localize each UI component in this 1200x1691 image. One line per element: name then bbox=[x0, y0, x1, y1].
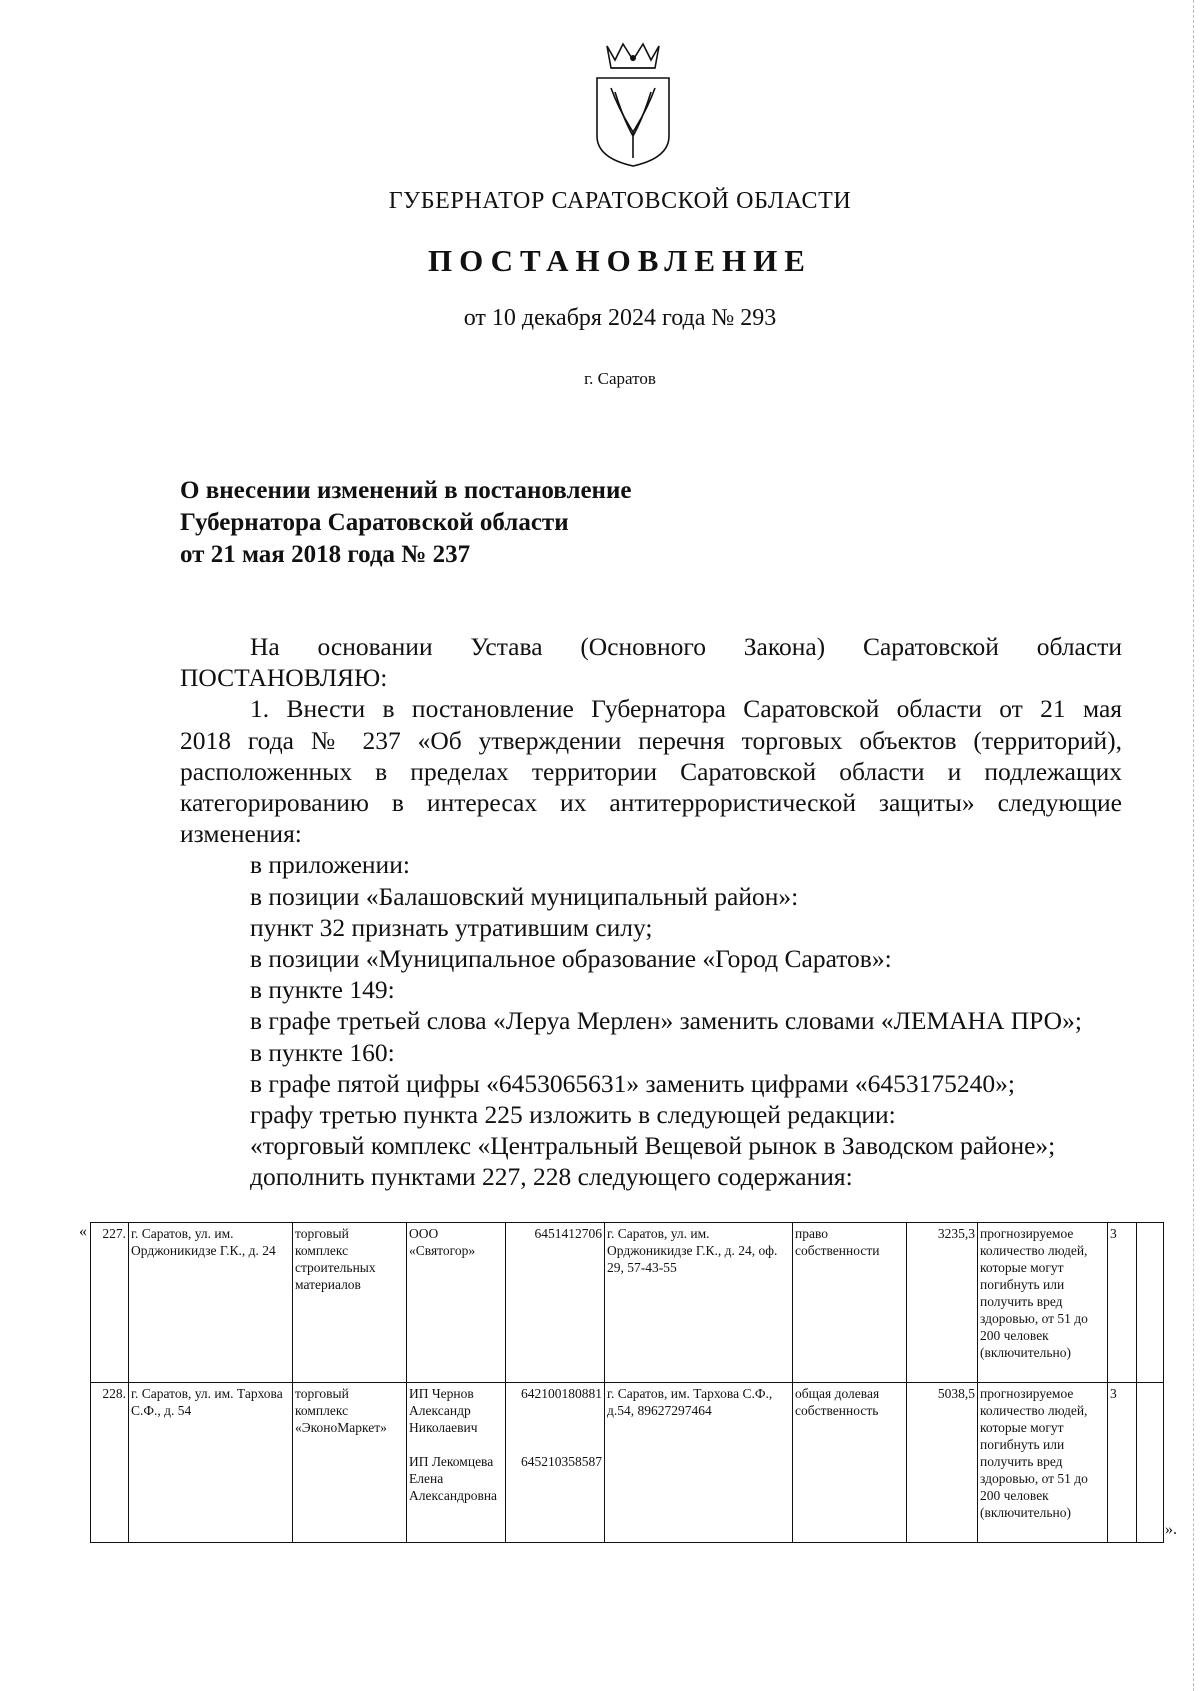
table-row bbox=[91, 1223, 1164, 1383]
change-line: в пункте 160: bbox=[250, 1037, 395, 1067]
cell-area: 3235,3 bbox=[907, 1223, 978, 1383]
subject-line: Губернатора Саратовской области bbox=[180, 509, 569, 536]
cell-owner bbox=[407, 1383, 506, 1543]
cell-inn bbox=[506, 1383, 605, 1543]
cell-category: 3 bbox=[1108, 1223, 1137, 1383]
item-text-line: расположенных в пределах территории Саратовской области и подлежащих bbox=[180, 756, 1122, 786]
cell-legal-address: г. Саратов, им. Тархова С.Ф., д.54, 89627297464 bbox=[605, 1383, 793, 1543]
table-close-quote: ». bbox=[1165, 1521, 1177, 1538]
change-line: дополнить пунктами 227, 228 следующего содержания: bbox=[250, 1162, 853, 1192]
change-line: в позиции «Балашовский муниципальный район»: bbox=[250, 881, 799, 911]
change-line: в пункте 149: bbox=[250, 975, 395, 1005]
cell-owner bbox=[407, 1223, 506, 1383]
coat-of-arms-icon bbox=[593, 40, 673, 168]
preamble-line: На основании Устава (Основного Закона) Саратовской области bbox=[250, 632, 1122, 661]
change-line: в приложении: bbox=[250, 850, 410, 880]
change-line: пункт 32 признать утратившим силу; bbox=[250, 912, 653, 942]
preamble-end: ПОСТАНОВЛЯЮ: bbox=[180, 663, 388, 693]
owner-name: ИП Чернов Александр Николаевич bbox=[409, 1386, 478, 1435]
item-text-line: изменения: bbox=[180, 819, 302, 849]
cell-area: 5038,5 bbox=[907, 1383, 978, 1543]
cell-object: торговый комплекс строительных материалов bbox=[293, 1223, 407, 1383]
owner-inn: 642100180881 bbox=[521, 1386, 602, 1401]
appendix-table bbox=[90, 1222, 1164, 1543]
change-line: в позиции «Муниципальное образование «Город Саратов»: bbox=[250, 944, 892, 974]
cell-right: право собственности bbox=[793, 1223, 907, 1383]
cell-empty bbox=[1137, 1383, 1164, 1543]
cell-right: общая долевая собственность bbox=[793, 1383, 907, 1543]
cell-number: 227. bbox=[91, 1223, 129, 1383]
cell-object: торговый комплекс «ЭконоМаркет» bbox=[293, 1383, 407, 1543]
cell-inn bbox=[506, 1223, 605, 1383]
change-line: в графе третьей слова «Леруа Мерлен» заменить словами «ЛЕМАНА ПРО»; bbox=[250, 1006, 1082, 1036]
cell-address: г. Саратов, ул. им. Орджоникидзе Г.К., д. 24 bbox=[129, 1223, 293, 1383]
owner-inn: 6451412706 bbox=[534, 1226, 602, 1241]
subject-line: от 21 мая 2018 года № 237 bbox=[180, 541, 471, 568]
change-line: в графе пятой цифры «6453065631» заменить цифрами «6453175240»; bbox=[250, 1068, 1015, 1098]
table-open-quote: « bbox=[79, 1223, 87, 1240]
item-text-line: 1. Внести в постановление Губернатора Саратовской области от 21 мая bbox=[250, 694, 1122, 724]
item-text-line: 2018 года № 237 «Об утверждении перечня торговых объектов (территорий), bbox=[180, 725, 1122, 755]
document-subject bbox=[180, 475, 631, 571]
document-type: ПОСТАНОВЛЕНИЕ bbox=[428, 243, 812, 278]
change-line: «торговый комплекс «Центральный Вещевой рынок в Заводском районе»; bbox=[250, 1131, 1056, 1161]
document-date-number: от 10 декабря 2024 года № 293 bbox=[463, 305, 777, 331]
document-body bbox=[180, 631, 1122, 1193]
table-row bbox=[91, 1383, 1164, 1543]
cell-category: 3 bbox=[1108, 1383, 1137, 1543]
subject-line: О внесении изменений в постановление bbox=[180, 477, 632, 504]
cell-people: прогнозируемое количество людей, которые могут погибнуть или получить вред здоровью, от 51 до 200 человек (включительно) bbox=[978, 1223, 1108, 1383]
owner-name: ООО «Святогор» bbox=[409, 1226, 476, 1258]
document-city: г. Саратов bbox=[584, 369, 656, 388]
cell-number: 228. bbox=[91, 1383, 129, 1543]
cell-people: прогнозируемое количество людей, которые могут погибнуть или получить вред здоровью, от 51 до 200 человек (включительно) bbox=[978, 1383, 1108, 1543]
authority-title: ГУБЕРНАТОР САРАТОВСКОЙ ОБЛАСТИ bbox=[388, 188, 852, 214]
item-text-line: категорированию в интересах их антитеррористической защиты» следующие bbox=[180, 788, 1122, 818]
owner-inn-2: 645210358587 bbox=[521, 1454, 602, 1469]
owner-name-2: ИП Лекомцева Елена Александровна bbox=[409, 1454, 498, 1503]
cell-address: г. Саратов, ул. им. Тархова С.Ф., д. 54 bbox=[129, 1383, 293, 1543]
cell-empty bbox=[1137, 1223, 1164, 1383]
cell-legal-address: г. Саратов, ул. им. Орджоникидзе Г.К., д. 24, оф. 29, 57-43-55 bbox=[605, 1223, 793, 1383]
change-line: графу третью пункта 225 изложить в следующей редакции: bbox=[250, 1100, 896, 1130]
